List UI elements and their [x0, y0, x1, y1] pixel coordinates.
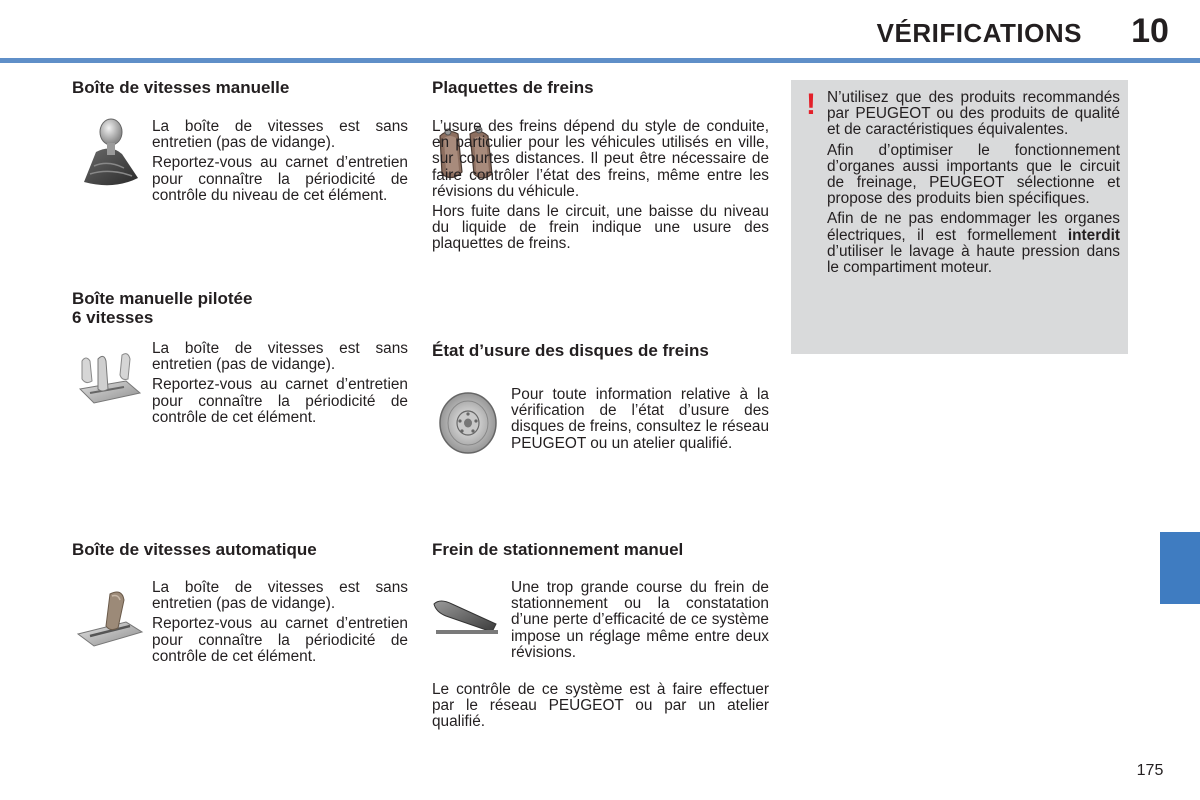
warning-box — [791, 80, 1128, 354]
paragraph: La boîte de vitesses est sans entretien (pas de vidange). — [152, 340, 408, 374]
section-title: Frein de stationnement manuel — [432, 540, 684, 559]
parking-brake-lever-icon — [432, 594, 500, 640]
section-title: Boîte de vitesses manuelle — [72, 78, 290, 97]
section-manual-gearbox — [72, 78, 412, 97]
section-manual-gearbox-text — [152, 119, 408, 204]
paragraph: Reportez-vous au carnet d’entretien pour connaître la périodicité de contrôle de cet élément. — [152, 615, 408, 665]
section-title: État d’usure des disques de freins — [432, 341, 709, 360]
piloted-gear-selector-icon — [76, 345, 144, 411]
section-brake-pads — [432, 78, 770, 97]
section-title-line1: Boîte manuelle pilotée — [72, 289, 253, 308]
header-divider — [0, 58, 1200, 63]
warning-text-before: Afin de ne pas endommager les organes électriques, il est formellement — [827, 210, 1120, 244]
section-brake-discs — [432, 341, 742, 360]
page-number: 175 — [1136, 762, 1164, 779]
manual-gear-lever-icon — [78, 116, 144, 190]
paragraph: Une trop grande course du frein de stationnement ou la constatation d’une perte d’efficacité de ce système impose un réglage même entre deux révisions. — [511, 579, 769, 661]
paragraph: Reportez-vous au carnet d’entretien pour connaître la périodicité de contrôle de cet élément. — [152, 376, 408, 426]
brake-disc-icon — [436, 390, 500, 456]
warning-paragraph — [827, 211, 1120, 276]
paragraph: Pour toute information relative à la vérification de l’état d’usure des disques de freins, consultez le réseau PEUGEOT ou un atelier qualifié. — [511, 386, 769, 452]
paragraph: Hors fuite dans le circuit, une baisse du niveau du liquide de frein indique une usure des plaquettes de freins. — [432, 203, 769, 253]
paragraph: Reportez-vous au carnet d’entretien pour connaître la périodicité de contrôle du niveau de cet élément. — [152, 154, 408, 204]
chapter-title: VÉRIFICATIONS — [876, 18, 1082, 48]
section-title-line2: 6 vitesses — [72, 308, 154, 327]
warning-icon: ! — [806, 88, 816, 121]
section-automatic-gearbox-text — [152, 580, 408, 665]
paragraph: La boîte de vitesses est sans entretien (pas de vidange). — [152, 118, 408, 152]
warning-text — [827, 90, 1120, 276]
chapter-side-tab — [1160, 532, 1200, 604]
section-title: Boîte de vitesses automatique — [72, 540, 317, 559]
warning-bold-word: interdit — [1067, 226, 1120, 244]
section-piloted-gearbox — [72, 289, 412, 327]
paragraph: Le contrôle de ce système est à faire effectuer par le réseau PEUGEOT ou par un atelier qualifié. — [432, 681, 769, 731]
warning-paragraph: N’utilisez que des produits recommandés par PEUGEOT ou des produits de qualité et de caractéristiques équivalentes. — [827, 89, 1120, 139]
automatic-gear-selector-icon — [76, 588, 144, 650]
section-parking-brake-text — [511, 580, 769, 661]
warning-text-after: d’utiliser le lavage à haute pression dans le compartiment moteur. — [827, 242, 1120, 277]
section-automatic-gearbox — [72, 540, 412, 559]
paragraph: La boîte de vitesses est sans entretien (pas de vidange). — [152, 579, 408, 613]
section-parking-brake-text-2 — [432, 682, 769, 731]
warning-paragraph: Afin d’optimiser le fonctionnement d’organes aussi importants que le circuit de freinage, PEUGEOT sélectionne et propose des produits bien spécifiques. — [827, 141, 1120, 208]
section-brake-pads-text — [432, 119, 769, 253]
paragraph: L’usure des freins dépend du style de conduite, en particulier pour les véhicules utilisés en ville, sur courtes distances. Il peut être nécessaire de faire contrôler l’état des freins, même entre les révisions du véhicule. — [432, 118, 769, 200]
section-title: Plaquettes de freins — [432, 78, 594, 97]
section-brake-discs-text — [511, 387, 769, 452]
section-piloted-gearbox-text — [152, 341, 408, 426]
section-parking-brake — [432, 540, 770, 559]
chapter-number: 10 — [1131, 12, 1169, 50]
